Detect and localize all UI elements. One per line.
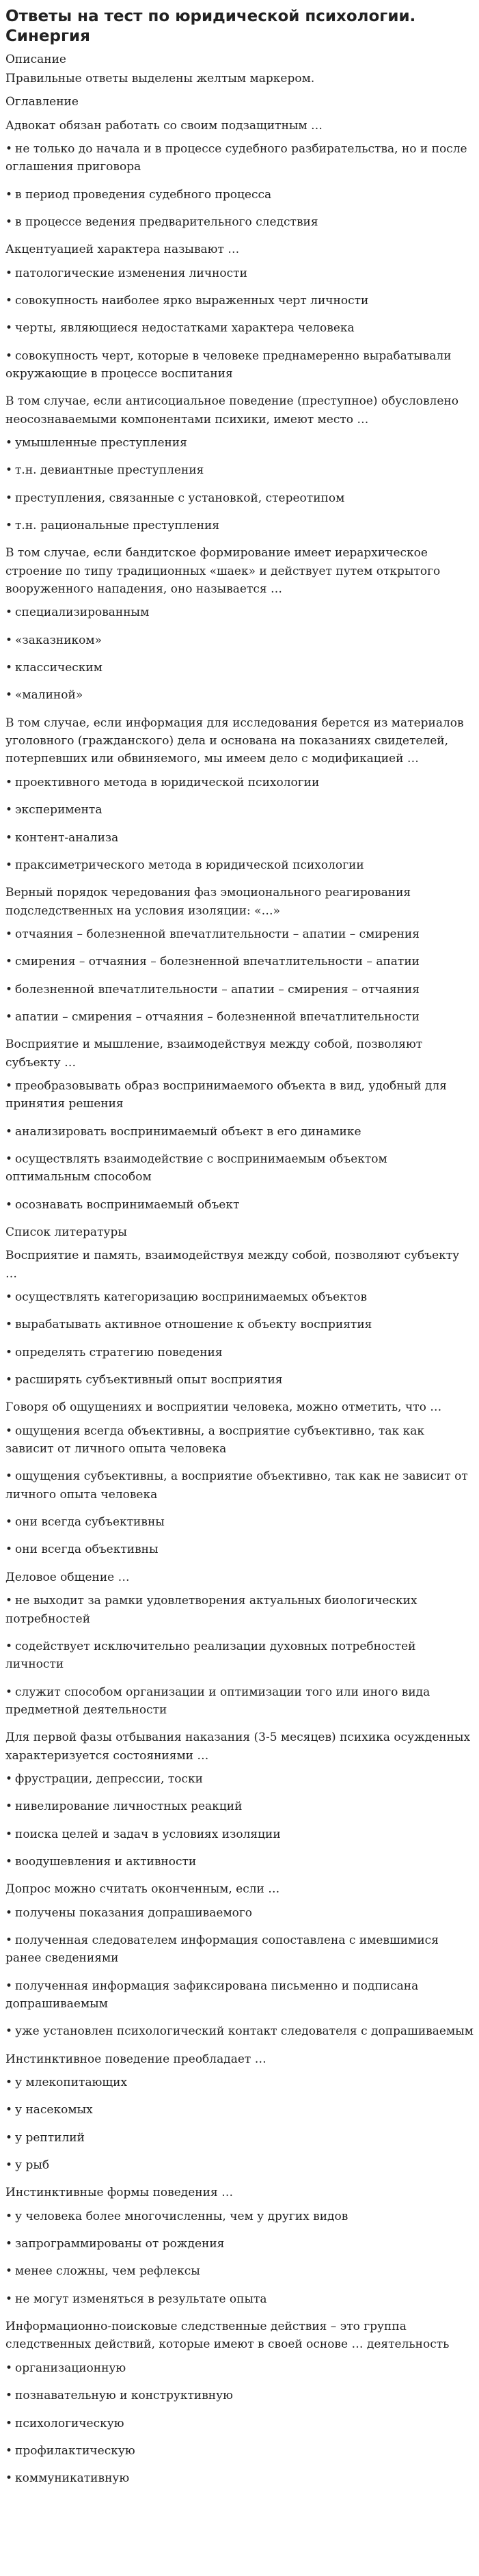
bullet-icon: •: [5, 2103, 13, 2117]
answer-option: [5, 1770, 474, 1788]
bullet-icon: •: [5, 266, 13, 280]
answer-text: нивелирование личностных реакций: [15, 1800, 243, 1814]
answer-option: [5, 801, 474, 819]
answer-option: [5, 1541, 474, 1558]
answer-text: у рыб: [15, 2158, 50, 2173]
bullet-icon: •: [5, 187, 13, 202]
bullet-icon: •: [5, 2158, 13, 2173]
answer-text: содействует исключительно реализации духовных потребностей личности: [5, 1639, 416, 1672]
bullet-icon: •: [5, 2389, 13, 2403]
answer-text: у млекопитающих: [15, 2076, 128, 2090]
answer-option: [5, 1150, 474, 1187]
bullet-icon: •: [5, 2443, 13, 2458]
bullet-icon: •: [5, 2024, 13, 2039]
answer-option: [5, 1316, 474, 1333]
bullet-icon: •: [5, 321, 13, 336]
bullet-icon: •: [5, 803, 13, 817]
answer-option: [5, 2442, 474, 2460]
questions-list-part2: [5, 1247, 474, 2487]
answer-option: [5, 461, 474, 479]
question-text: В том случае, если антисоциальное поведение (преступное) обусловлено неосознаваемыми компонентами психики, имеют место …: [5, 394, 459, 426]
bullet-icon: •: [5, 1124, 13, 1139]
bullet-icon: •: [5, 1079, 13, 1093]
answer-text: черты, являющиеся недостатками характера человека: [15, 321, 355, 336]
question-block: [5, 117, 474, 232]
answer-text: расширять субъективный опыт восприятия: [15, 1373, 283, 1387]
question-block: [5, 1728, 474, 1871]
answer-text: ощущения всегда объективны, а восприятие субъективно, так как зависит от личного опыта человека: [5, 1424, 424, 1456]
bullet-icon: •: [5, 858, 13, 872]
question-text: Восприятие и память, взаимодействуя между собой, позволяют субъекту …: [5, 1249, 460, 1281]
answer-option: [5, 213, 474, 231]
answer-option: [5, 2262, 474, 2280]
bullet-icon: •: [5, 1009, 13, 1024]
answer-option: [5, 292, 474, 310]
answer-option: [5, 953, 474, 971]
bullet-icon: •: [5, 1197, 13, 1212]
answer-text: «заказником»: [15, 633, 102, 647]
bullet-icon: •: [5, 1906, 13, 1920]
question-block: [5, 241, 474, 383]
answer-text: отчаяния – болезненной впечатлительности – апатии – смирения: [15, 927, 420, 941]
answer-option: [5, 1196, 474, 1214]
answer-text: умышленные преступления: [15, 436, 187, 450]
answer-text: специализированным: [15, 606, 150, 620]
bullet-icon: •: [5, 2361, 13, 2375]
answer-option: [5, 2415, 474, 2432]
answer-text: контент-анализа: [15, 830, 119, 845]
answer-option: [5, 981, 474, 999]
answer-option: [5, 347, 474, 383]
bullet-icon: •: [5, 2237, 13, 2251]
bullet-icon: •: [5, 1594, 13, 1608]
question-block: [5, 544, 474, 704]
answer-option: [5, 2074, 474, 2091]
bullet-icon: •: [5, 2209, 13, 2223]
answer-option: [5, 265, 474, 282]
answer-option: [5, 140, 474, 176]
answer-text: поиска целей и задач в условиях изоляции: [15, 1827, 281, 1841]
bullet-icon: •: [5, 1345, 13, 1359]
answer-option: [5, 2022, 474, 2040]
answer-text: преобразовывать образ воспринимаемого объекта в вид, удобный для принятия решения: [5, 1079, 447, 1111]
answer-option: [5, 2359, 474, 2377]
question-block: [5, 884, 474, 1026]
answer-option: [5, 1853, 474, 1871]
answer-option: [5, 1077, 474, 1113]
answer-text: менее сложны, чем рефлексы: [15, 2264, 200, 2279]
answer-text: преступления, связанные с установкой, стереотипом: [15, 491, 345, 505]
answer-text: эксперимента: [15, 803, 102, 817]
question-text: Восприятие и мышление, взаимодействуя между собой, позволяют субъекту …: [5, 1038, 423, 1070]
bullet-icon: •: [5, 1543, 13, 1557]
description-text: Правильные ответы выделены желтым маркером.: [5, 71, 315, 85]
question-text: Говоря об ощущениях и восприятии человека, можно отметить, что …: [5, 1400, 442, 1415]
bullet-icon: •: [5, 349, 13, 363]
page-title: Ответы на тест по юридической психологии. Синергия: [5, 8, 416, 45]
answer-text: т.н. девиантные преступления: [15, 463, 204, 478]
answer-text: «малиной»: [15, 688, 83, 703]
answer-option: [5, 1826, 474, 1843]
bullet-icon: •: [5, 1933, 13, 1947]
question-block: [5, 714, 474, 874]
bullet-icon: •: [5, 293, 13, 308]
bullet-icon: •: [5, 955, 13, 969]
bullet-icon: •: [5, 775, 13, 789]
question-block: [5, 2184, 474, 2308]
answer-text: психологическую: [15, 2416, 124, 2430]
answer-text: полученная информация зафиксирована письменно и подписана допрашиваемым: [5, 1979, 419, 2011]
bullet-icon: •: [5, 1979, 13, 1993]
answer-text: патологические изменения личности: [15, 266, 247, 280]
question-text: Деловое общение …: [5, 1570, 130, 1584]
bullet-icon: •: [5, 1290, 13, 1305]
answer-option: [5, 1371, 474, 1389]
bullet-icon: •: [5, 1515, 13, 1530]
bullet-icon: •: [5, 1854, 13, 1869]
answer-option: [5, 2235, 474, 2253]
answer-option: [5, 1422, 474, 1459]
toc-section: [5, 93, 474, 111]
answer-option: [5, 604, 474, 621]
question-text: Для первой фазы отбывания наказания (3-5 месяцев) психика осужденных характеризуется состояниями …: [5, 1731, 471, 1763]
answer-text: осознавать воспринимаемый объект: [15, 1197, 240, 1212]
answer-text: фрустрации, депрессии, тоски: [15, 1772, 203, 1786]
question-block: [5, 392, 474, 534]
answer-option: [5, 2290, 474, 2308]
answer-option: [5, 2156, 474, 2174]
answer-text: они всегда субъективны: [15, 1515, 165, 1530]
bullet-icon: •: [5, 141, 13, 156]
answer-text: не выходит за рамки удовлетворения актуальных биологических потребностей: [5, 1594, 418, 1626]
answer-text: проективного метода в юридической психологии: [15, 775, 320, 789]
description-label: Описание: [5, 52, 66, 66]
bullet-icon: •: [5, 2292, 13, 2306]
answer-option: [5, 186, 474, 204]
answer-option: [5, 319, 474, 337]
answer-text: осуществлять взаимодействие с воспринимаемым объектом оптимальным способом: [5, 1152, 387, 1184]
answer-text: они всегда объективны: [15, 1543, 159, 1557]
bullet-icon: •: [5, 1152, 13, 1166]
answer-option: [5, 1513, 474, 1531]
bullet-icon: •: [5, 1424, 13, 1438]
answer-option: [5, 2129, 474, 2147]
answer-text: т.н. рациональные преступления: [15, 519, 220, 533]
answer-text: праксиметрического метода в юридической психологии: [15, 858, 364, 872]
bullet-icon: •: [5, 830, 13, 845]
answer-text: смирения – отчаяния – болезненной впечатлительности – апатии: [15, 955, 420, 969]
question-block: [5, 2050, 474, 2175]
bullet-icon: •: [5, 688, 13, 703]
answer-text: воодушевления и активности: [15, 1854, 197, 1869]
answer-option: [5, 489, 474, 507]
answer-text: классическим: [15, 661, 102, 675]
answer-option: [5, 1008, 474, 1026]
answer-option: [5, 1683, 474, 1720]
answer-option: [5, 1638, 474, 1674]
answer-option: [5, 856, 474, 874]
answer-option: [5, 1288, 474, 1306]
answer-text: вырабатывать активное отношение к объекту восприятия: [15, 1318, 372, 1332]
answer-option: [5, 1344, 474, 1361]
answer-text: определять стратегию поведения: [15, 1345, 223, 1359]
bullet-icon: •: [5, 463, 13, 478]
answer-option: [5, 925, 474, 943]
bullet-icon: •: [5, 1639, 13, 1653]
bullet-icon: •: [5, 1373, 13, 1387]
answer-text: совокупность черт, которые в человеке преднамеренно вырабатывали окружающие в процессе воспитания: [5, 349, 452, 381]
answer-option: [5, 1798, 474, 1815]
answer-option: [5, 659, 474, 677]
question-block: [5, 1035, 474, 1214]
question-block: [5, 1880, 474, 2040]
answer-text: уже установлен психологический контакт следователя с допрашиваемым: [15, 2024, 474, 2039]
answer-text: организационную: [15, 2361, 126, 2375]
toc-label: Оглавление: [5, 95, 79, 109]
bullet-icon: •: [5, 436, 13, 450]
answer-option: [5, 2208, 474, 2225]
answer-text: в период проведения судебного процесса: [15, 187, 272, 202]
answer-option: [5, 1123, 474, 1141]
bullet-icon: •: [5, 1318, 13, 1332]
question-text: Акцентуацией характера называют …: [5, 243, 240, 257]
answer-option: [5, 2469, 474, 2487]
answer-text: полученная следователем информация сопоставлена с имевшимися ранее сведениями: [5, 1933, 439, 1966]
answer-option: [5, 2101, 474, 2119]
description-section: [5, 51, 474, 88]
answer-option: [5, 1592, 474, 1628]
answer-text: запрограммированы от рождения: [15, 2237, 225, 2251]
answer-option: [5, 1977, 474, 2014]
bullet-icon: •: [5, 1800, 13, 1814]
question-text: В том случае, если информация для исследования берется из материалов уголовного (гражданского) дела и основана на показаниях свидетелей, потерпевших или обвиняемого, мы имеем дело с модификацией …: [5, 716, 464, 766]
questions-list-part1: [5, 117, 474, 1214]
question-text: Адвокат обязан работать со своим подзащитным …: [5, 118, 323, 133]
answer-text: у насекомых: [15, 2103, 93, 2117]
bullet-icon: •: [5, 982, 13, 996]
bullet-icon: •: [5, 2471, 13, 2486]
answer-option: [5, 686, 474, 704]
answer-text: ощущения субъективны, а восприятие объективно, так как не зависит от личного опыта человека: [5, 1469, 468, 1502]
answer-text: коммуникативную: [15, 2471, 130, 2486]
answer-option: [5, 1931, 474, 1968]
answer-text: в процессе ведения предварительного следствия: [15, 215, 318, 229]
answer-option: [5, 1904, 474, 1922]
question-text: Инстинктивные формы поведения …: [5, 2186, 234, 2200]
bullet-icon: •: [5, 215, 13, 229]
bullet-icon: •: [5, 661, 13, 675]
answer-text: служит способом организации и оптимизации того или иного вида предметной деятельности: [5, 1685, 430, 1717]
answer-text: болезненной впечатлительности – апатии – смирения – отчаяния: [15, 982, 420, 996]
question-text: В том случае, если бандитское формирование имеет иерархическое строение по типу традиционных «шаек» и действует путем открытого вооруженного нападения, оно называется …: [5, 546, 441, 597]
bullet-icon: •: [5, 633, 13, 647]
answer-text: анализировать воспринимаемый объект в его динамике: [15, 1124, 361, 1139]
answer-option: [5, 2387, 474, 2404]
answer-text: не только до начала и в процессе судебного разбирательства, но и после оглашения приговора: [5, 141, 467, 174]
bullet-icon: •: [5, 1685, 13, 1699]
answer-text: профилактическую: [15, 2443, 135, 2458]
bullet-icon: •: [5, 606, 13, 620]
answer-text: не могут изменяться в результате опыта: [15, 2292, 267, 2306]
bullet-icon: •: [5, 491, 13, 505]
answer-option: [5, 434, 474, 452]
question-block: [5, 2318, 474, 2487]
bullet-icon: •: [5, 1772, 13, 1786]
bullet-icon: •: [5, 2416, 13, 2430]
bullet-icon: •: [5, 2130, 13, 2145]
question-text: Информационно-поисковые следственные действия – это группа следственных действий, которые имеют в своей основе … деятельность: [5, 2320, 450, 2352]
references-heading[interactable]: Список литературы: [5, 1225, 127, 1239]
answer-option: [5, 1467, 474, 1504]
answer-text: у человека более многочисленны, чем у других видов: [15, 2209, 348, 2223]
answer-text: получены показания допрашиваемого: [15, 1906, 253, 1920]
question-block: [5, 1398, 474, 1558]
question-text: Допрос можно считать оконченным, если …: [5, 1882, 280, 1897]
answer-text: осуществлять категоризацию воспринимаемых объектов: [15, 1290, 368, 1305]
bullet-icon: •: [5, 1469, 13, 1484]
answer-option: [5, 632, 474, 649]
bullet-icon: •: [5, 1827, 13, 1841]
answer-option: [5, 829, 474, 847]
answer-text: у рептилий: [15, 2130, 85, 2145]
bullet-icon: •: [5, 2264, 13, 2279]
question-text: Верный порядок чередования фаз эмоционального реагирования подследственных на условия изоляции: «…»: [5, 886, 411, 918]
answer-text: совокупность наиболее ярко выраженных черт личности: [15, 293, 369, 308]
answer-text: познавательную и конструктивную: [15, 2389, 233, 2403]
bullet-icon: •: [5, 927, 13, 941]
answer-option: [5, 774, 474, 791]
question-text: Инстинктивное поведение преобладает …: [5, 2052, 266, 2066]
bullet-icon: •: [5, 519, 13, 533]
answer-text: апатии – смирения – отчаяния – болезненной впечатлительности: [15, 1009, 420, 1024]
question-block: [5, 1247, 474, 1389]
answer-option: [5, 517, 474, 534]
bullet-icon: •: [5, 2076, 13, 2090]
question-block: [5, 1569, 474, 1719]
